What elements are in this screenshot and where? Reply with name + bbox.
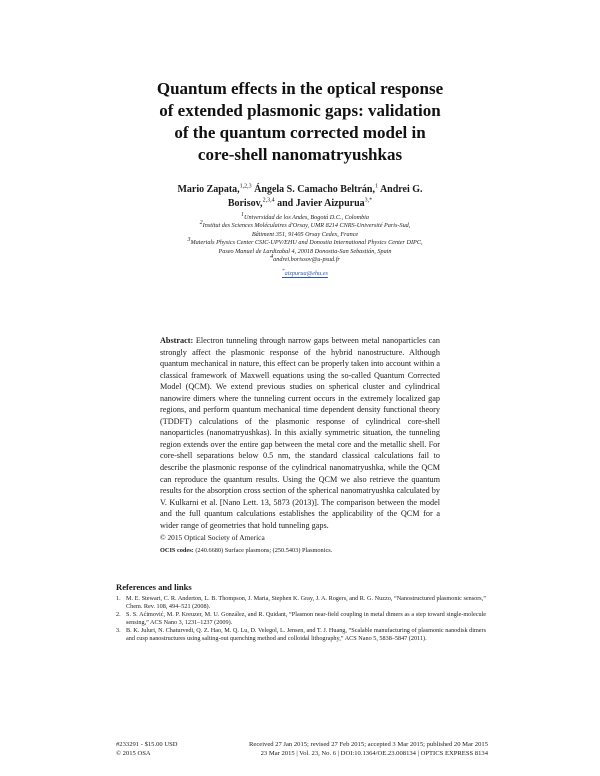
footer-price: #233291 - $15.00 USD <box>116 741 178 748</box>
ocis-text: (240.6680) Surface plasmons; (250.5403) Plasmonics. <box>193 547 333 554</box>
footer-dates: Received 27 Jan 2015; revised 27 Feb 2015; accepted 3 Mar 2015; published 20 Mar 2015 <box>249 741 488 748</box>
author-list <box>150 183 450 211</box>
affiliations <box>150 211 460 279</box>
ocis-codes <box>160 547 440 554</box>
author-text: Ángela S. Camacho Beltrán, <box>251 184 375 195</box>
footer-copyright: © 2015 OSA <box>116 750 151 757</box>
affiliation-email[interactable]: $^4$andrei.borissov@u-psud.fr <box>270 253 340 264</box>
abstract-label: Abstract: <box>160 336 194 345</box>
title-line: of extended plasmonic gaps: validation <box>159 101 441 120</box>
footer-left <box>116 740 186 758</box>
reference-text: M. E. Stewart, C. R. Anderton, L. B. Thompson, J. Maria, Stephen K. Gray, J. A. Rogers, and R. G. Nuzzo, “Nanostructured plasmonic sensors,” Chem. Rev. 108, 494–521 (2008). <box>126 595 486 611</box>
ocis-label: OCIS codes: <box>160 547 194 554</box>
reference-list <box>116 595 486 644</box>
reference-number: 3. <box>116 627 121 635</box>
reference-number: 1. <box>116 595 121 602</box>
footer-right <box>194 740 488 758</box>
author-sup: 2,3,4 <box>262 197 275 204</box>
affiliation: $^3$Materials Physics Center CSIC-UPV/EHU and Donostia International Physics Center DIPC, <box>187 237 423 247</box>
title-line: of the quantum corrected model in <box>174 123 426 142</box>
affiliation: $^1$Universidad de los Andes, Bogotá D.C., Colombia <box>240 211 369 221</box>
author-text: Mario Zapata, <box>177 184 240 195</box>
reference-text: S. S. Aćimović, M. P. Kreuzer, M. U. González, and R. Quidant, “Plasmon near-field coupling in metal dimers as a step toward single-molecule sensing,” ACS Nano 3, 1231–1237 (2009). <box>126 611 486 627</box>
author-text: Borisov, <box>227 198 263 209</box>
author-sup: 1 <box>375 183 378 190</box>
corresponding-email-link[interactable]: *aizpurua@ehu.es <box>282 268 328 278</box>
title-line: Quantum effects in the optical response <box>156 79 444 98</box>
copyright: © 2015 Optical Society of America <box>160 533 265 542</box>
affiliation: Paseo Manuel de Lardizabal 4, 20018 Donostia-San Sebastián, Spain <box>218 247 392 255</box>
footer-citation: 23 Mar 2015 | Vol. 23, No. 6 | DOI:10.1364/OE.23.008134 | OPTICS EXPRESS 8134 <box>260 750 488 757</box>
author-text: Andrei G. <box>378 184 423 195</box>
reference-number: 2. <box>116 611 121 619</box>
abstract-text: Electron tunneling through narrow gaps between metal nanoparticles can strongly affect the plasmonic response of the hybrid nanostructure. Although quantum mechanical in nature, this effect can be properly taken into account within a classical framework of Maxwell equations using the so-called Quantum Corrected Model (QCM). We extend previous studies on spherical cluster and cylindrical nanowire dimers where the tunneling current occurs in the extremely localized gap regions, and perform quantum mechanical time dependent density functional theory (TDDFT) calculations of the plasmonic response of cylindrical core-shell nanoparticles (nanomatryushkas). In this axially symmetric situation, the tunneling region extends over the entire gap between the metal core and the metallic shell. For core-shell separations below 0.5 nm, the standard classical calculations fail to describe the plasmonic response of the cylindrical nanomatryushka, while the QCM can reproduce the quantum results. Using the QCM we also retrieve the quantum results for the absorption cross section of the spherical nanomatryushka calculated by V. Kulkarni et al. [Nano Lett. 13, 5873 (2013)]. The comparison between the model and the full quantum calculations establishes the applicability of the QCM for a wider range of geometries that hold tunneling gaps. <box>160 336 440 530</box>
references-heading: References and links <box>116 582 192 592</box>
author-sup: 1,2,3 <box>239 183 252 190</box>
reference-text: B. K. Juluri, N. Chaturvedi, Q. Z. Hao, M. Q. Lu, D. Velegol, L. Jensen, and T. J. Huang, “Scalable manufacturing of plasmonic nanodisk dimers and cusp nanostructures using salting-out quenching method and colloidal lithography,” ACS Nano 5, 5838–5847 (2011). <box>126 627 486 643</box>
affiliation: Bâtiment 351, 91405 Orsay Cedex, France <box>251 230 359 238</box>
author-sup: 3,* <box>364 197 373 204</box>
reference-item <box>116 611 486 627</box>
affiliation: $^2$Institut des Sciences Moléculaires d'Orsay, UMR 8214 CNRS-Université Paris-Sud, <box>199 220 411 230</box>
title-line: core-shell nanomatryushkas <box>197 145 403 164</box>
author-text: and Javier Aizpurua <box>274 198 365 209</box>
paper-title <box>100 78 500 166</box>
reference-item <box>116 627 486 643</box>
reference-item <box>116 595 486 611</box>
abstract <box>160 335 440 531</box>
